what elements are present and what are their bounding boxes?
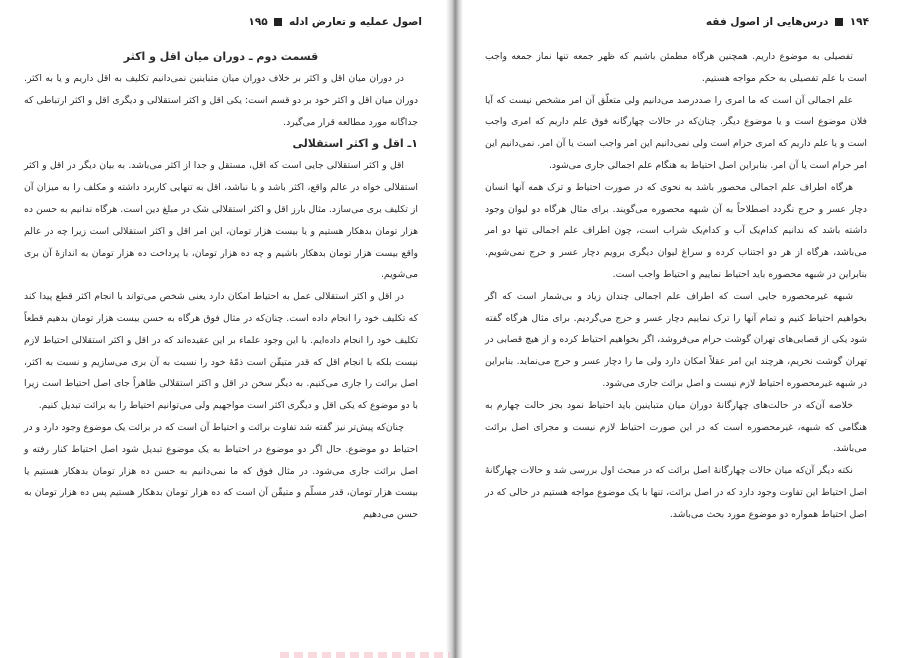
body-paragraph: علم اجمالی آن است که ما امری را صددرصد می‌دانیم ولی متعلّق آن امر مشخص نیست که آیا فلان موضوع است و یا موضوع دیگر. چنان‌که در حالات چهارگانه فوق علم داریم که امری واجب است و یا علم داریم که امری حرام است ولی نمی‌دانیم این امر واجب است یا آن امر. نمی‌دانیم این امر حرام است یا آن امر. بنابراین اصل احتیاط به هنگام علم اجمالی جاری می‌شود. bbox=[485, 94, 867, 171]
intro-paragraph: در دوران میان اقل و اکثر بر خلاف دوران میان متباینین نمی‌دانیم تکلیف به اقل داریم و یا به اکثر. دوران میان اقل و اکثر خود بر دو قسم است: یکی اقل و اکثر استقلالی و دیگری اقل و اکثر ارتباطی که جداگانه مورد مطالعه قرار می‌گیرد. bbox=[24, 73, 418, 128]
body-paragraph: نکته دیگر آن‌که میان حالات چهارگانهٔ اصل برائت که در مبحث اول بررسی شد و حالات چهارگانهٔ اصل احتیاط این تفاوت وجود دارد که در اصل برائت، تنها با یک موضوع مواجه هستیم در حالی که در اصل احتیاط همواره دو موضوع مورد بحث می‌باشد. bbox=[485, 465, 867, 520]
body-paragraph: در اقل و اکثر استقلالی عمل به احتیاط امکان دارد یعنی شخص می‌تواند با انجام اکثر قطع پیدا کند که تکلیف خود را انجام داده است. چنان‌که در مثال فوق هرگاه به حسن بیست هزار تومان بدهیم قطعاً تکلیف خود را انجام داده‌ایم. با این وجود علماء بر این عقیده‌اند که در اقل و اکثر استقلالی احتیاط لازم نیست بلکه با انجام اقل که قدر متیقّن است ذمّهٔ خود را نسبت به آن بری می‌سازیم و نسبت به اکثر، اصل برائت را جاری می‌کنیم. به دیگر سخن در اقل و اکثر استقلالی ظاهراً جای اصل احتیاط است زیرا با دو موضوع که یکی اقل و دیگری اکثر است مواجهیم ولی می‌توانیم احتیاط را به برائت تبدیل کنیم. bbox=[24, 291, 418, 412]
left-header-title: اصول عملیه و تعارض ادله bbox=[288, 16, 422, 28]
body-paragraph: خلاصه آن‌که در حالت‌های چهارگانهٔ دوران میان متباینین باید احتیاط نمود بجز حالت چهارم به هنگامی که شبهه، غیرمحصوره است که در این صورت احتیاط لازم نیست و مجرای اصل برائت می‌باشد. bbox=[485, 399, 867, 455]
right-running-header bbox=[485, 16, 869, 32]
right-page-number: ۱۹۴ bbox=[849, 16, 869, 28]
square-bullet-icon bbox=[835, 18, 843, 26]
left-page bbox=[0, 0, 446, 658]
subsection-title: ۱ـ اقل و اکثر استقلالی bbox=[292, 137, 418, 151]
right-page bbox=[463, 0, 905, 658]
body-paragraph: تفصیلی به موضوع داریم. همچنین هرگاه مطمئن باشیم که ظهر جمعه تنها نماز جمعه واجب است با علم تفصیلی به حکم مواجه هستیم. bbox=[485, 51, 867, 84]
book-gutter bbox=[446, 0, 463, 658]
right-page-body bbox=[485, 46, 867, 526]
left-page-number: ۱۹۵ bbox=[248, 16, 268, 28]
body-paragraph: شبهه غیرمحصوره جایی است که اطراف علم اجمالی چندان زیاد و بی‌شمار است که اگر بخواهیم احتیاط کنیم و تمام آنها را ترک نماییم دچار عسر و حرج می‌گردیم. برای مثال هرگاه گفته شود یکی از قصابی‌های تهران گوشت حرام می‌فروشد، اگر بخواهیم احتیاط کرده و از هیچ قصابی در تهران گوشت نخریم، هرچند این امر عقلاً امکان دارد ولی ما را دچار عسر و حرج می‌نماید. بنابراین در شبهه غیرمحصوره احتیاط لازم نیست و اصل برائت جاری می‌شود. bbox=[484, 290, 867, 389]
body-paragraph: اقل و اکثر استقلالی جایی است که اقل، مستقل و جدا از اکثر می‌باشد. به بیان دیگر در اقل و اکثر استقلالی خواه در عالم واقع، اکثر باشد و یا نباشد، اقل به تنهایی کاربرد داشته و مکلف را به میزان آن از تکلیف بری می‌سازد. مثال بارز اقل و اکثر استقلالی شک در مبلغ دین است. هرگاه ندانیم به حسن ده هزار تومان بدهکار هستیم و یا بیست هزار تومان، این امر اقل و اکثر استقلالی است زیرا چه در عالم واقع بیست هزار تومان بدهکار باشیم و چه ده هزار تومان، با پرداخت ده هزار تومان به اندازهٔ آن بری می‌شویم. bbox=[24, 160, 418, 281]
section-title: قسمت دوم ـ دوران میان اقل و اکثر bbox=[123, 50, 319, 63]
body-paragraph: چنان‌که پیش‌تر نیز گفته شد تفاوت برائت و احتیاط آن است که در برائت یک موضوع وجود دارد و در احتیاط دو موضوع. حال اگر دو موضوع در احتیاط به یک موضوع تبدیل شود اصل احتیاط کنار رفته و اصل برائت جاری می‌شود. در مثال فوق که ما نمی‌دانیم به حسن ده هزار تومان بدهکار هستیم یا بیست هزار تومان، قدر مسلّم و متیقّن آن است که ده هزار تومان بدهکار هستیم پس ده هزار تومان به حسن می‌دهیم bbox=[24, 421, 418, 521]
left-running-header bbox=[24, 16, 422, 32]
scan-edge-artifact bbox=[280, 652, 450, 658]
right-header-title: درس‌هایی از اصول فقه bbox=[705, 16, 829, 28]
left-page-body bbox=[24, 46, 418, 526]
square-bullet-icon bbox=[274, 18, 282, 26]
body-paragraph: هرگاه اطراف علم اجمالی محصور باشد به نحوی که در صورت احتیاط و ترک همه آنها انسان دچار عسر و حرج نگردد اصطلاحاً به آن شبهه محصوره می‌گویند. برای مثال هرگاه دو لیوان وجود داشته باشد که ندانیم کدام‌یک آب و کدام‌یک شراب است، چون اطراف علم اجمالی تنها دو امر می‌باشد، هرگاه از هر دو اجتناب کرده و سراغ لیوان دیگری برویم دچار عسر و حرج نمی‌شویم. بنابراین در شبهه محصوره باید احتیاط نماییم و احتیاط واجب است. bbox=[485, 181, 867, 280]
